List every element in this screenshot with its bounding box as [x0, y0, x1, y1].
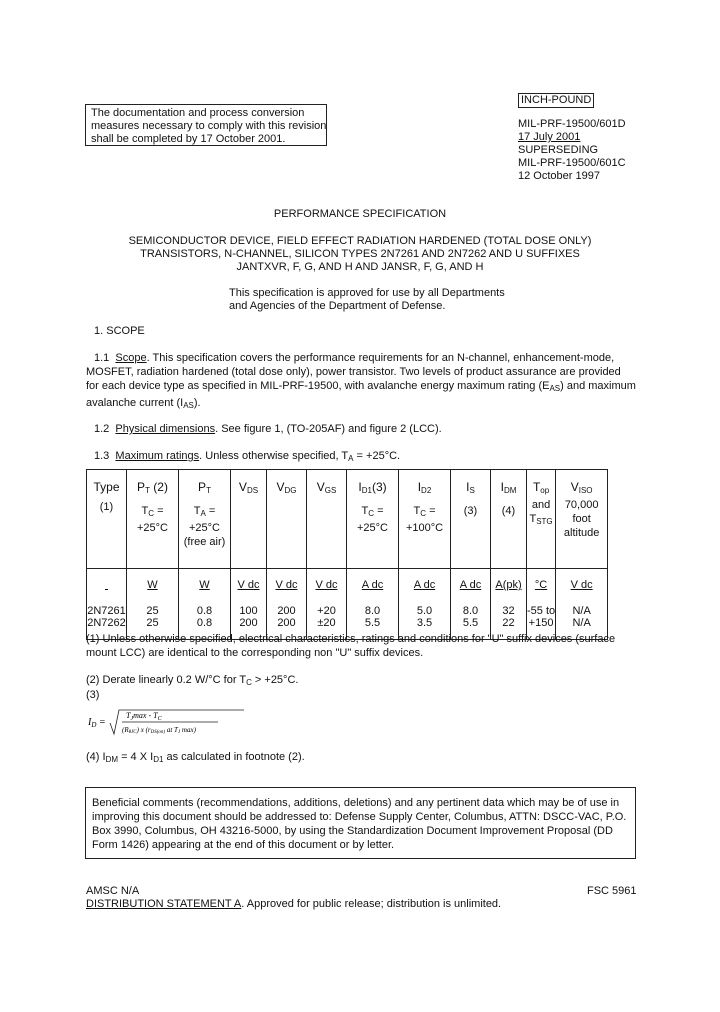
header-cell	[451, 470, 491, 569]
beneficial-comments-box	[85, 787, 636, 859]
cell-value: 5.5	[364, 617, 381, 629]
unit-label: A dc	[361, 579, 384, 591]
amsc-label: AMSC N/A	[86, 885, 140, 897]
column-symbol: $I_S$	[466, 480, 475, 495]
data-cell	[87, 569, 127, 640]
cell-value: 32	[502, 605, 515, 617]
superseded-date: 12 October 1997	[518, 170, 600, 182]
approval-line-2: and Agencies of the Department of Defense.	[229, 300, 446, 312]
footnote-3-label: (3)	[86, 689, 100, 701]
distribution-statement	[86, 898, 501, 910]
data-cell	[347, 569, 399, 640]
approval-line-1: This specification is approved for use by all Departments	[229, 287, 505, 299]
header-cell	[491, 470, 527, 569]
unit-label: V dc	[570, 579, 593, 591]
unit-label: W	[147, 579, 158, 591]
mr-num: 1.3	[94, 450, 110, 462]
data-cell	[451, 569, 491, 640]
mr-text-2: = +25°C.	[353, 450, 401, 462]
header-cell	[556, 470, 608, 569]
maximum-ratings-table	[86, 469, 608, 640]
fn2-subscript: C	[246, 678, 252, 687]
column-symbol: $I_{D1}(3)$	[358, 480, 387, 495]
table-data-row	[87, 569, 608, 640]
scope-text-1: . This specification covers the performance requirements for an N-channel, enhancement-mode, MOSFET, radiation hardened (total dose only), power transistor. Two levels of product assurance are provided for each device type as specified in MIL-PRF-19500, with avalanche energy maximum rating (E	[86, 352, 621, 392]
column-condition: $T_C$ =	[141, 505, 164, 518]
unit-label: A dc	[413, 579, 436, 591]
cell-value: -55 to	[527, 605, 556, 617]
fn4-text-b: = 4 X I	[118, 751, 154, 763]
notice-line-2: measures necessary to comply with this revision	[91, 120, 327, 132]
doc-number: MIL-PRF-19500/601D	[518, 118, 626, 130]
maximum-ratings-paragraph	[94, 449, 644, 466]
superseded-doc: MIL-PRF-19500/601C	[518, 157, 626, 169]
unit-label: A(pk)	[495, 579, 522, 591]
cell-value: 8.0	[462, 605, 479, 617]
scope-num: 1.1	[94, 352, 110, 364]
fn2-text-a: (2) Derate linearly 0.2 W/°C for T	[86, 674, 247, 686]
superseding-label: SUPERSEDING	[518, 144, 599, 156]
column-condition: (free air)	[183, 536, 226, 548]
column-condition: $T_A$ =	[193, 505, 216, 518]
cell-value: 5.5	[462, 617, 479, 629]
data-cell	[127, 569, 179, 640]
approval-statement	[229, 287, 505, 313]
cell-value: 22	[502, 617, 515, 629]
unit-label: °C	[534, 579, 548, 591]
column-condition: altitude	[563, 527, 600, 539]
column-symbol: $P_T$	[198, 480, 211, 495]
fn2-text-b: > +25°C.	[251, 674, 299, 686]
column-symbol: $V_{GS}$	[316, 480, 337, 495]
column-condition: 70,000	[564, 499, 599, 511]
conversion-notice-box	[85, 104, 327, 146]
spec-type-title: PERFORMANCE SPECIFICATION	[273, 208, 447, 220]
cell-value: 5.0	[416, 605, 433, 617]
scope-title: Scope	[115, 352, 147, 364]
header-cell	[179, 470, 231, 569]
cell-value: 8.0	[364, 605, 381, 617]
cell-value: 25	[146, 605, 159, 617]
cell-value: 200	[277, 617, 296, 629]
title-line-1: SEMICONDUCTOR DEVICE, FIELD EFFECT RADIATION HARDENED (TOTAL DOSE ONLY)	[128, 235, 592, 247]
data-cell	[527, 569, 556, 640]
footnote-2	[86, 673, 636, 690]
mr-title: Maximum ratings	[115, 450, 200, 462]
column-symbol: $P_T$ (2)	[137, 480, 168, 495]
document-title	[0, 235, 720, 274]
data-cell	[399, 569, 451, 640]
column-symbol: $T_{op}$	[532, 480, 550, 495]
data-cell	[179, 569, 231, 640]
data-cell	[231, 569, 267, 640]
column-condition: and	[531, 499, 551, 511]
column-symbol: Type	[93, 480, 120, 494]
physical-dimensions-paragraph	[94, 422, 644, 436]
cell-value: N/A	[572, 617, 591, 629]
title-line-3: JANTXVR, F, G, AND H AND JANSR, F, G, AND H	[236, 261, 484, 273]
scope-heading: 1. SCOPE	[94, 325, 145, 337]
column-condition: (1)	[99, 501, 114, 513]
cell-value: 200	[277, 605, 296, 617]
doc-date: 17 July 2001	[518, 131, 581, 143]
fn4-sub-2: D1	[153, 755, 164, 764]
column-condition: +25°C	[136, 522, 168, 534]
column-condition: (3)	[463, 505, 478, 517]
cell-value: N/A	[572, 605, 591, 617]
column-condition: +25°C	[356, 522, 388, 534]
column-symbol: $V_{ISO}$	[570, 480, 593, 495]
document-identification	[518, 118, 626, 183]
eas-subscript: AS	[549, 384, 561, 393]
distribution-text: . Approved for public release; distribution is unlimited.	[241, 898, 502, 910]
cell-value: 0.8	[196, 617, 213, 629]
mr-text: . Unless otherwise specified, T	[199, 450, 349, 462]
title-line-2: TRANSISTORS, N-CHANNEL, SILICON TYPES 2N7261 AND 2N7262 AND U SUFFIXES	[140, 248, 580, 260]
unit-label	[87, 579, 126, 605]
scope-paragraph	[86, 351, 636, 413]
column-condition: $T_{STG}$	[529, 513, 553, 526]
notice-line-1: The documentation and process conversion	[91, 107, 305, 119]
cell-value: +150	[528, 617, 554, 629]
distribution-label: DISTRIBUTION STATEMENT A	[86, 898, 242, 910]
header-cell	[127, 470, 179, 569]
pd-num: 1.2	[94, 423, 110, 435]
cell-value: 0.8	[196, 605, 213, 617]
column-symbol: $I_{D2}$	[417, 480, 432, 495]
header-cell	[399, 470, 451, 569]
data-cell	[556, 569, 608, 640]
formula-lhs: $I_D$ =	[88, 717, 106, 729]
ias-subscript: AS	[183, 401, 194, 410]
current-derating-formula	[86, 702, 246, 738]
table-header-row	[87, 470, 608, 569]
header-cell	[307, 470, 347, 569]
cell-value: 100	[239, 605, 258, 617]
cell-value: 2N7261	[87, 605, 126, 617]
column-condition: +100°C	[405, 522, 444, 534]
unit-label: W	[199, 579, 210, 591]
footnote-1: (1) Unless otherwise specified, electrical characteristics, ratings and conditions for "U" suffix devices (surface mount LCC) are identical to the corresponding non "U" suffix devices.	[86, 633, 616, 659]
scope-text-3: ).	[193, 397, 201, 409]
data-cell	[267, 569, 307, 640]
cell-value: 25	[146, 617, 159, 629]
column-condition: foot	[572, 513, 591, 525]
pd-title: Physical dimensions	[115, 423, 216, 435]
header-cell	[267, 470, 307, 569]
formula-denominator: (RθJC) x (rDS(on) at TJ max)	[122, 726, 196, 735]
pd-text: . See figure 1, (TO-205AF) and figure 2 (LCC).	[215, 423, 442, 435]
notice-line-3: shall be completed by 17 October 2001.	[91, 133, 286, 145]
unit-label: V dc	[315, 579, 338, 591]
fn4-sub-1: DM	[105, 755, 119, 764]
cell-value: ±20	[317, 617, 336, 629]
unit-label: V dc	[237, 579, 260, 591]
column-condition: $T_C$ =	[413, 505, 436, 518]
formula-numerator: $T_J\max - T_C$	[126, 711, 162, 722]
data-cell	[307, 569, 347, 640]
header-cell	[527, 470, 556, 569]
fn4-text-a: (4) I	[86, 751, 106, 763]
scope-text-2: ) and maximum avalanche current (I	[86, 380, 636, 409]
column-condition: (4)	[501, 505, 516, 517]
header-cell	[231, 470, 267, 569]
inch-pound-label: INCH-POUND	[518, 93, 594, 108]
column-condition: +25°C	[188, 522, 220, 534]
column-symbol: $V_{DG}$	[276, 480, 297, 495]
ta-subscript: A	[348, 454, 354, 463]
fn4-text-c: as calculated in footnote (2).	[163, 751, 305, 763]
cell-value: 200	[239, 617, 258, 629]
cell-value: +20	[317, 605, 336, 617]
footnote-4	[86, 750, 636, 767]
comments-text: Beneficial comments (recommendations, additions, deletions) and any pertinent data which may be of use in improving this document should be addressed to: Defense Supply Center, Columbus, ATTN: DSCC-VAC, P.O. Box 3990, Columbus, OH 43216-5000, by using the Standardization Document Improvement Proposal (DD Form 1426) appearing at the end of this document or by letter.	[92, 797, 627, 851]
column-symbol: $I_{DM}$	[500, 480, 517, 495]
column-symbol: $V_{DS}$	[238, 480, 259, 495]
header-cell	[87, 470, 127, 569]
unit-label: A dc	[459, 579, 482, 591]
header-cell	[347, 470, 399, 569]
unit-label: V dc	[275, 579, 298, 591]
cell-value: 2N7262	[87, 617, 126, 629]
cell-value: 3.5	[416, 617, 433, 629]
fsc-label: FSC 5961	[587, 885, 637, 897]
data-cell	[491, 569, 527, 640]
column-condition: $T_C$ =	[361, 505, 384, 518]
